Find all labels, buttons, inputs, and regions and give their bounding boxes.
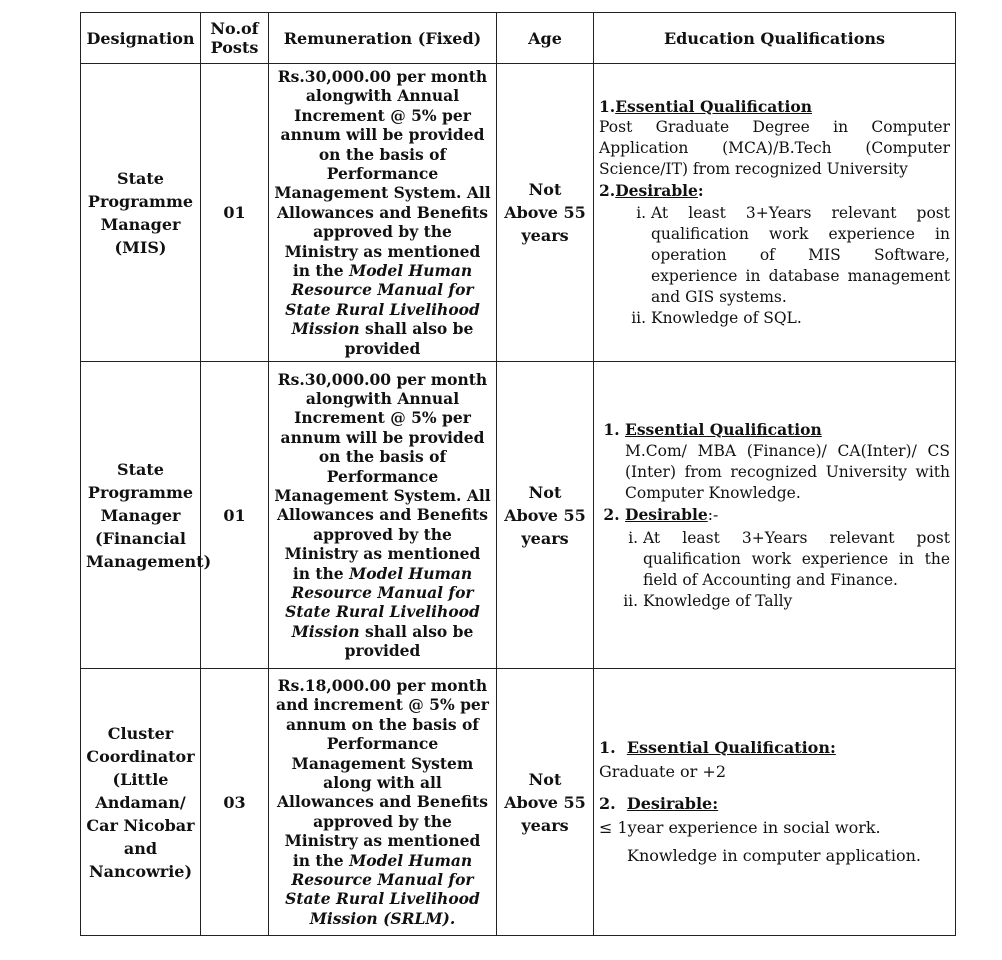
designation-cell: State Programme Manager (MIS) xyxy=(81,64,201,362)
header-designation: Designation xyxy=(81,13,201,64)
desirable-label: Desirable xyxy=(625,504,708,524)
desirable-heading: 2. Desirable: xyxy=(599,794,719,814)
education-cell xyxy=(594,362,956,669)
remuneration-intro: Rs.30,000.00 per month alongwith Annual Increment @ 5% per annum will be provided on the basis of Performance Management System. All Allowances and Benefits approved by the Ministry as mentioned in the xyxy=(274,369,491,583)
remuneration-intro: Rs.18,000.00 per month and increment @ 5% per annum on the basis of Performance Management System along with all Allowances and Benefits approved by the Ministry as mentioned in the xyxy=(276,675,489,870)
age-cell: Not Above 55 years xyxy=(497,362,594,669)
header-row xyxy=(81,13,956,64)
designation-cell: Cluster Coordinator (Little Andaman/ Car Nicobar and Nancowrie) xyxy=(81,669,201,936)
list-item xyxy=(625,504,950,612)
header-remuneration: Remuneration (Fixed) xyxy=(269,13,497,64)
list-item: ii. Knowledge of Tally xyxy=(643,591,950,612)
remuneration-manual: Model Human Resource Manual for State Rural Livelihood Mission (SRLM). xyxy=(285,850,480,928)
remuneration-manual: Model Human Resource Manual for State Rural Livelihood Mission xyxy=(285,563,480,641)
essential-heading: 1.Essential Qualification xyxy=(599,97,812,117)
designation-cell: State Programme Manager (Financial Management) xyxy=(81,362,201,669)
remuneration-intro: Rs.30,000.00 per month alongwith Annual Increment @ 5% per annum will be provided on the basis of Performance Management System. All Allowances and Benefits approved by the Ministry as mentioned in the xyxy=(274,67,491,281)
posts-cell: 01 xyxy=(201,64,269,362)
list-item: ii. Knowledge of SQL. xyxy=(651,308,950,329)
essential-text: Post Graduate Degree in Computer Application (MCA)/B.Tech (Computer Science/IT) from recognized University xyxy=(599,118,950,179)
desirable-heading: 2.Desirable: xyxy=(599,181,704,201)
essential-label: Essential Qualification xyxy=(625,419,822,439)
essential-text: M.Com/ MBA (Finance)/ CA(Inter)/ CS (Inter) from recognized University with Computer Knowledge. xyxy=(625,441,950,502)
education-cell xyxy=(594,669,956,936)
header-age: Age xyxy=(497,13,594,64)
desirable-label: Desirable xyxy=(615,181,698,201)
remuneration-cell xyxy=(269,64,497,362)
list-item xyxy=(625,419,950,504)
desirable-suffix: :- xyxy=(707,505,719,524)
qualification-list xyxy=(599,419,950,612)
list-item: i. At least 3+Years relevant post qualification work experience in operation of MIS Software, experience in database management and GIS systems. xyxy=(651,203,950,308)
header-posts: No.of Posts xyxy=(201,13,269,64)
essential-heading: 1. Essential Qualification: xyxy=(599,738,836,758)
essential-heading xyxy=(625,420,822,439)
desirable-text: ≤ 1year experience in social work. xyxy=(599,818,881,838)
education-cell xyxy=(594,64,956,362)
desirable-extra: Knowledge in computer application. xyxy=(627,846,921,866)
desirable-list xyxy=(599,203,950,329)
essential-text: Graduate or +2 xyxy=(599,762,726,782)
desirable-list xyxy=(625,528,950,612)
essential-label: Essential Qualification: xyxy=(626,738,836,758)
age-cell: Not Above 55 years xyxy=(497,669,594,936)
essential-label: Essential Qualification xyxy=(615,97,812,117)
table-row xyxy=(81,362,956,669)
remuneration-tail: shall also be provided xyxy=(344,319,474,358)
desirable-heading xyxy=(625,505,708,524)
remuneration-manual: Model Human Resource Manual for State Rural Livelihood Mission xyxy=(285,261,480,339)
desirable-label: Desirable: xyxy=(626,794,719,814)
age-cell: Not Above 55 years xyxy=(497,64,594,362)
table-row xyxy=(81,669,956,936)
header-education: Education Qualifications xyxy=(594,13,956,64)
list-item: i. At least 3+Years relevant post qualification work experience in the field of Accounting and Finance. xyxy=(643,528,950,591)
table-row xyxy=(81,64,956,362)
remuneration-cell xyxy=(269,669,497,936)
posts-cell: 03 xyxy=(201,669,269,936)
recruitment-table-page xyxy=(80,12,955,950)
remuneration-tail: shall also be provided xyxy=(344,621,474,661)
recruitment-table xyxy=(80,12,956,936)
remuneration-cell xyxy=(269,362,497,669)
posts-cell: 01 xyxy=(201,362,269,669)
